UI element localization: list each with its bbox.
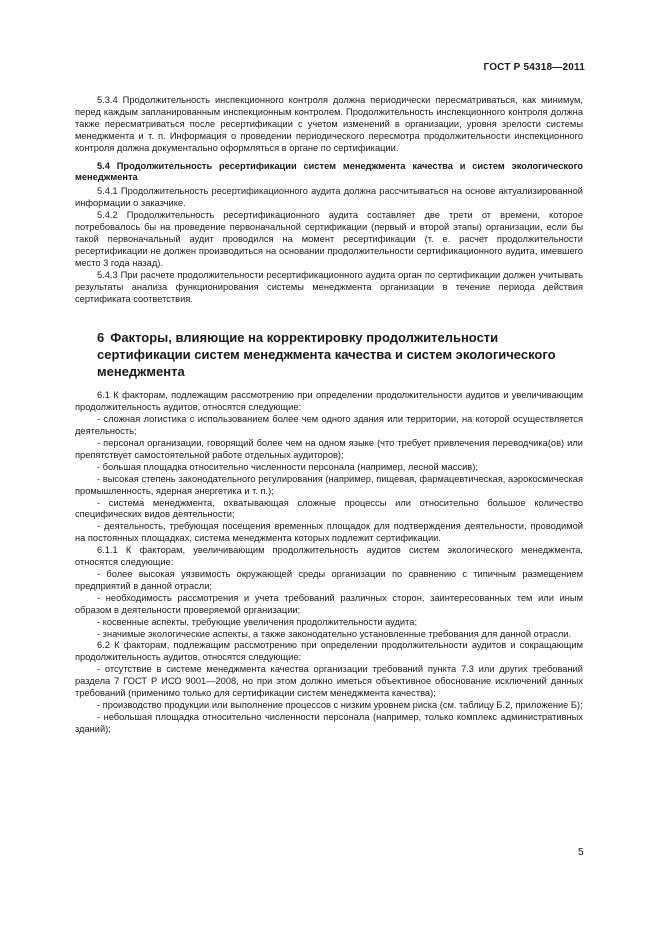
- list-item: - необходимость рассмотрения и учета требований различных сторон, заинтересованных тем или иным образом в деятельности проверяемой организации;: [75, 592, 583, 615]
- paragraph-5-4-3: 5.4.3 При расчете продолжительности ресертификационного аудита орган по сертификации должен учитывать результаты анализа функционирования системы менеджмента организации в течение периода действия сертификата соответствия.: [75, 269, 583, 304]
- page-content: [75, 95, 583, 736]
- section-heading: Факторы, влияющие на корректировку продолжительности сертификации систем менеджмента качества и систем экологического менеджмента: [97, 330, 556, 380]
- list-item: - высокая степень законодательного регулирования (например, пищевая, фармацевтическая, аэрокосмическая промышленность, ядерная энергетика и т. п.);: [75, 473, 583, 496]
- subsection-title-5-4: 5.4 Продолжительность ресертификации систем менеджмента качества и систем экологического менеджмента: [75, 160, 583, 183]
- document-code: ГОСТ Р 54318—2011: [483, 62, 585, 73]
- page-number: 5: [578, 847, 584, 858]
- list-item: - большая площадка относительно численности персонала (например, лесной массив);: [97, 461, 478, 472]
- section-title-6: [75, 329, 583, 380]
- list-item: - производство продукции или выполнение процессов с низким уровнем риска (см. таблицу Б.2, приложение Б);: [97, 699, 583, 710]
- list-item: - деятельность, требующая посещения временных площадок для подтверждения деятельности, проводимой на постоянных площадках, система менеджмента которых подлежит сертификации.: [75, 521, 583, 544]
- paragraph-6-1: 6.1 К факторам, подлежащим рассмотрению при определении продолжительности аудитов и увеличивающим продолжительность аудитов, относятся следующие:: [75, 390, 583, 413]
- paragraph-5-4-2: 5.4.2 Продолжительность ресертификационного аудита составляет две трети от времени, которое потребовалось бы на проведение первоначальной сертификации (первый и второй этапы) организации, если бы такой первоначальный аудит проводился на момент ресертификации (т. е. расчет продолжительности ресертификации не должен производиться на основании продолжительности сертификационного аудита, имевшего место 3 года назад).: [75, 210, 583, 268]
- list-item: - отсутствие в системе менеджмента качества организации требований пункта 7.3 или других требований раздела 7 ГОСТ Р ИСО 9001—2008, но при этом должно иметься объективное обоснование исключений данных требований (применимо только для сертификации систем менеджмента качества);: [75, 664, 583, 699]
- list-item: - сложная логистика с использованием более чем одного здания или территории, на которой осуществляется деятельность;: [75, 414, 583, 437]
- paragraph-5-3-4: 5.3.4 Продолжительность инспекционного контроля должна периодически пересматриваться, как минимум, перед каждым запланированным инспекционным контролем. Продолжительность инспекционного контроля должна также пересматриваться после ресертификации с учетом изменений в организации, уровня зрелости системы менеджмента и т. п. Информация о проведении периодического пересмотра продолжительности инспекционного контроля должна документально оформляться в органе по сертификации.: [75, 95, 583, 153]
- list-item: - небольшая площадка относительно численности персонала (например, только комплекс административных зданий);: [75, 711, 583, 734]
- paragraph-6-2: 6.2 К факторам, подлежащим рассмотрению при определении продолжительности аудитов и сокращающим продолжительность аудитов, относятся следующие:: [75, 640, 583, 663]
- list-item: - персонал организации, говорящий более чем на одном языке (что требует привлечения переводчика(ов) или препятствует самостоятельной работе отдельных аудиторов);: [75, 438, 583, 460]
- paragraph-5-4-1: 5.4.1 Продолжительность ресертификационного аудита должна рассчитываться на основе актуализированной информации о заказчике.: [75, 186, 583, 209]
- list-item: - более высокая уязвимость окружающей среды организации по сравнению с типичным размещением предприятий в данной отрасли;: [75, 569, 583, 591]
- list-item: - значимые экологические аспекты, а также законодательно установленные требования для данной отрасли.: [97, 628, 572, 639]
- section-number: 6: [97, 330, 105, 346]
- list-item: - косвенные аспекты, требующие увеличения продолжительности аудита;: [97, 616, 418, 627]
- list-item: - система менеджмента, охватывающая сложные процессы или относительно большое количество специфических видов деятельности;: [75, 497, 583, 520]
- paragraph-6-1-1: 6.1.1 К факторам, увеличивающим продолжительность аудитов систем экологического менеджмента, относятся следующие:: [75, 545, 583, 568]
